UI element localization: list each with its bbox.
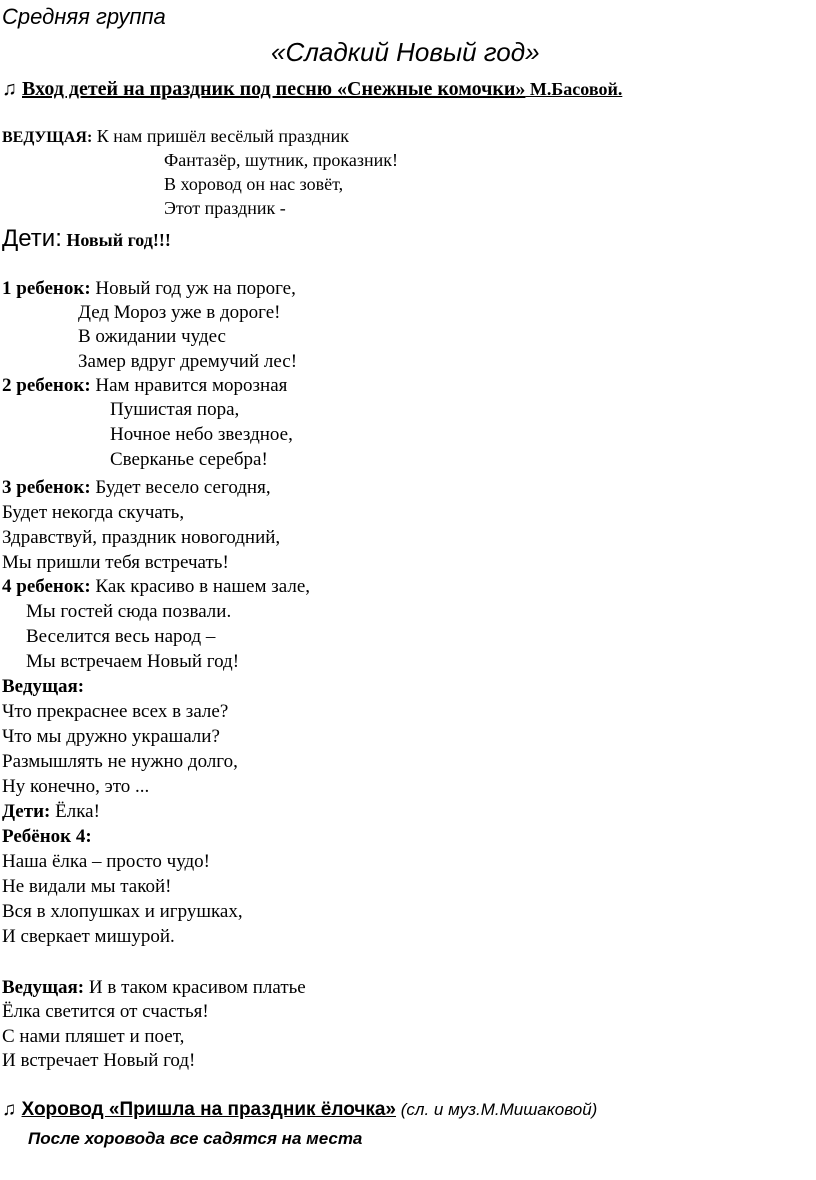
child4-tree-line-1: Наша ёлка – просто чудо! (2, 851, 210, 872)
document-title: «Сладкий Новый год» (271, 37, 540, 67)
child1-line-3: В ожидании чудес (78, 326, 226, 347)
speaker-label: ВЕДУЩАЯ: (2, 129, 93, 146)
host-question-speaker: Ведущая: (2, 676, 85, 697)
dance-instruction: После хоровода все садятся на места (28, 1129, 363, 1148)
child4-tree-line-4: И сверкает мишурой. (2, 926, 175, 947)
speaker-label: 4 ребенок: (2, 576, 91, 597)
music-note-icon: ♫ (2, 1099, 17, 1120)
host-intro-line-2: Фантазёр, шутник, проказник! (164, 150, 398, 170)
speaker-label: Дети: (2, 225, 62, 252)
child1-line-4: Замер вдруг дремучий лес! (78, 351, 298, 372)
dance-title: Хоровод «Пришла на праздник ёлочка» (21, 1099, 397, 1120)
host-question-line-1: Что прекраснее всех в зале? (2, 701, 229, 722)
child2-line-3: Ночное небо звездное, (110, 424, 293, 445)
verse-text: К нам пришёл весёлый праздник (92, 126, 350, 146)
child4-line-3: Веселится весь народ – (26, 626, 216, 647)
host-question-line-2: Что мы дружно украшали? (2, 726, 220, 747)
verse-text: Будет весело сегодня, (90, 477, 271, 498)
verse-text: Новый год уж на пороге, (90, 278, 296, 299)
speaker-label: 3 ребенок: (2, 477, 91, 498)
entry-text: Вход детей на праздник под песню «Снежные комочки» (22, 78, 526, 100)
child2-line-1 (2, 374, 287, 398)
children-answer (2, 800, 100, 824)
child3-line-3: Здравствуй, праздник новогодний, (2, 527, 281, 548)
host-question-line-3: Размышлять не нужно долго, (2, 751, 238, 772)
dance-heading (2, 1097, 597, 1123)
child1-line-1 (2, 277, 296, 301)
speaker-label: Ведущая: (2, 977, 85, 998)
group-label: Средняя группа (2, 4, 166, 29)
host-dress-line-3: С нами пляшет и поет, (2, 1026, 185, 1047)
child4-tree-line-3: Вся в хлопушках и игрушках, (2, 901, 243, 922)
verse-text: И в таком красивом платье (84, 977, 306, 998)
child4-line-4: Мы встречаем Новый год! (26, 651, 240, 672)
child3-line-1 (2, 476, 271, 500)
child1-line-2: Дед Мороз уже в дороге! (78, 302, 281, 323)
child2-line-4: Сверканье серебра! (110, 449, 268, 470)
child3-line-2: Будет некогда скучать, (2, 502, 185, 523)
children-reply (2, 224, 171, 255)
host-intro-line-3: В хоровод он нас зовёт, (164, 174, 344, 194)
verse-text: Как красиво в нашем зале, (90, 576, 311, 597)
speaker-label: 2 ребенок: (2, 375, 91, 396)
speaker-label: Дети: (2, 801, 51, 822)
host-question-line-4: Ну конечно, это ... (2, 776, 150, 797)
entry-author: М.Басовой. (525, 79, 623, 99)
child3-line-4: Мы пришли тебя встречать! (2, 552, 229, 573)
music-note-icon: ♫ (2, 78, 17, 100)
verse-text: Нам нравится морозная (90, 375, 288, 396)
child4-line-2: Мы гостей сюда позвали. (26, 601, 232, 622)
host-dress-line-1 (2, 976, 306, 1000)
answer-text: Ёлка! (50, 801, 100, 822)
speaker-label: 1 ребенок: (2, 278, 91, 299)
child4-line-1 (2, 575, 310, 599)
child4-tree-line-2: Не видали мы такой! (2, 876, 172, 897)
host-dress-line-4: И встречает Новый год! (2, 1050, 196, 1071)
child4-tree-speaker: Ребёнок 4: (2, 826, 92, 847)
dance-credit: (сл. и муз.М.Мишаковой) (396, 1100, 598, 1119)
child2-line-2: Пушистая пора, (110, 399, 240, 420)
host-intro-line-4: Этот праздник - (164, 198, 286, 218)
host-dress-line-2: Ёлка светится от счастья! (2, 1001, 209, 1022)
host-intro-line-1 (2, 124, 349, 150)
reply-text: Новый год!!! (61, 230, 171, 250)
entry-heading (2, 76, 622, 102)
